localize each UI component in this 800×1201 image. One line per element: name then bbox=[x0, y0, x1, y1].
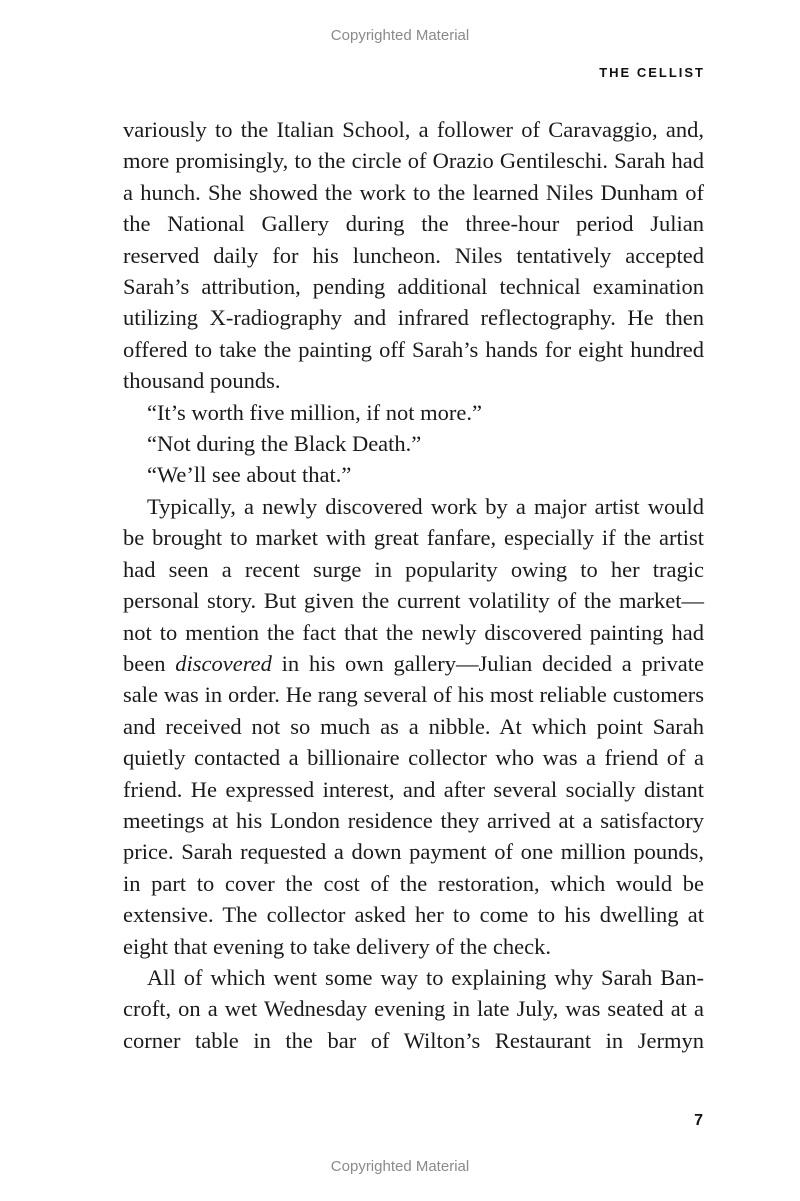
emphasis-text: discovered bbox=[175, 650, 272, 676]
body-text bbox=[123, 114, 704, 1056]
paragraph: variously to the Italian School, a follower of Caravaggio, and, more promisingly, to the circle of Orazio Gentileschi. Sarah had a hunch. She showed the work to the learned Niles Dunham of the National Gallery during the three-hour period Julian reserved daily for his luncheon. Niles tentatively accepted Sarah’s attribution, pending additional technical examination utilizing X-radiography and infrared reflectography. He then offered to take the painting off Sarah’s hands for eight hundred thousand pounds. bbox=[123, 117, 704, 394]
paragraph-text: in his own gallery—Julian decided a private sale was in order. He rang several of his most reliable customers and received not so much as a nibble. At which point Sarah quietly contacted a billionaire collector who was a friend of a friend. He expressed interest, and after several socially distant meetings at his London residence they arrived at a satisfactory price. Sarah requested a down payment of one million pounds, in part to cover the cost of the restoration, which would be extensive. The collector asked her to come to his dwelling at eight that evening to take delivery of the check. bbox=[123, 650, 704, 959]
paragraph bbox=[123, 491, 704, 962]
copyright-watermark-bottom: Copyrighted Material bbox=[330, 1158, 470, 1175]
paragraph-text: Typically, a newly discovered work by a major artist would be brought to market with great fanfare, especially if the artist had seen a recent surge in popularity owing to her tragic personal story. But given the current volatility of the market—not to mention the fact that the newly discovered painting had been bbox=[123, 493, 704, 676]
running-head: THE CELLIST bbox=[599, 65, 705, 80]
copyright-watermark-top: Copyrighted Material bbox=[330, 27, 470, 44]
paragraph: All of which went some way to explaining why Sarah Bancroft, on a wet Wednesday evening in late July, was seated at a corner table in the bar of Wilton’s Restaurant in Jermyn bbox=[123, 964, 704, 1053]
page-number: 7 bbox=[694, 1112, 703, 1129]
dialogue-line: “It’s worth five million, if not more.” bbox=[147, 399, 482, 425]
dialogue-line: “Not during the Black Death.” bbox=[147, 431, 422, 457]
dialogue-line: “We’ll see about that.” bbox=[147, 462, 352, 488]
